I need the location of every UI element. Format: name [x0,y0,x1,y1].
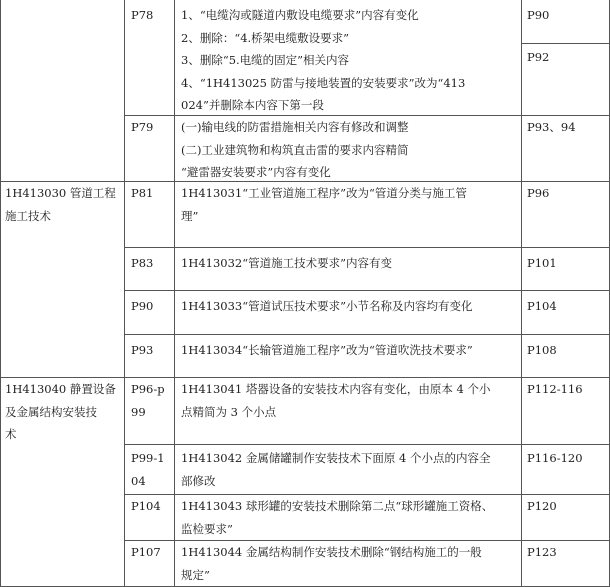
section-cell: 1H413030 管道工程 施工技术 [5,186,116,223]
table-rule [124,334,610,335]
content-cell: 1H413032“管道施工技术要求”内容有变 [181,256,393,270]
table-rule [124,444,610,445]
new-page-cell: P92 [527,50,550,64]
new-page-cell: P104 [527,299,557,313]
new-page-cell: P93、94 [527,120,576,134]
table-rule [521,0,522,587]
table-rule [0,0,1,587]
content-cell: 1、“电缆沟或隧道内敷设电缆要求”内容有变化 2、删除：“4.桥架电缆敷设要求” 3、删除“5.电缆的固定”相关内容 4、“1H413025 防雷与接地装置的安装要求”改为“413 024”并删除本内容下第一段 [181,8,466,112]
content-cell: 1H413044 金属结构制作安装技术删除“钢结构施工的一般 规定” [181,545,482,582]
table-rule [521,43,610,44]
section-cell: 1H413040 静置设备 及金属结构安装技 术 [5,382,116,441]
table-rule [124,290,610,291]
table-rule [174,0,175,587]
content-cell: 1H413034“长输管道施工程序”改为“管道吹洗技术要求” [181,343,473,357]
page-cell: P78 [131,8,154,22]
new-page-cell: P116-120 [527,451,583,465]
content-cell: 1H413042 金属储罐制作安装技术下面原 4 个小点的内容全 部修改 [181,451,491,488]
content-cell: 1H413033“管道试压技术要求”小节名称及内容均有变化 [181,299,473,313]
table-rule [124,247,610,248]
new-page-cell: P108 [527,343,557,357]
new-page-cell: P123 [527,545,557,559]
new-page-cell: P120 [527,499,557,513]
content-cell: 1H413041 塔器设备的安装技术内容有变化，由原本 4 个小 点精简为 3 个小点 [181,382,491,419]
content-cell: (一)输电线的防雷措施相关内容有修改和调整 (二)工业建筑物和构筑直击雷的要求内容精简 “避雷器安装要求”内容有变化 [181,120,409,179]
page-cell: P90 [131,299,154,313]
table-rule [124,0,125,587]
new-page-cell: P90 [527,8,550,22]
content-cell: 1H413031“工业管道施工程序”改为“管道分类与施工管 理” [181,186,467,223]
page-cell: P104 [131,499,161,513]
page-cell: P96-p 99 [131,382,165,419]
page-cell: P107 [131,545,161,559]
page-cell: P79 [131,120,154,134]
page-cell: P81 [131,186,154,200]
page-cell: P93 [131,343,154,357]
page-cell: P99-1 04 [131,451,165,488]
content-cell: 1H413043 球形罐的安装技术删除第二点“球形罐施工资格、 监检要求” [181,499,494,536]
new-page-cell: P112-116 [527,382,583,396]
new-page-cell: P101 [527,256,557,270]
page-cell: P83 [131,256,154,270]
new-page-cell: P96 [527,186,550,200]
